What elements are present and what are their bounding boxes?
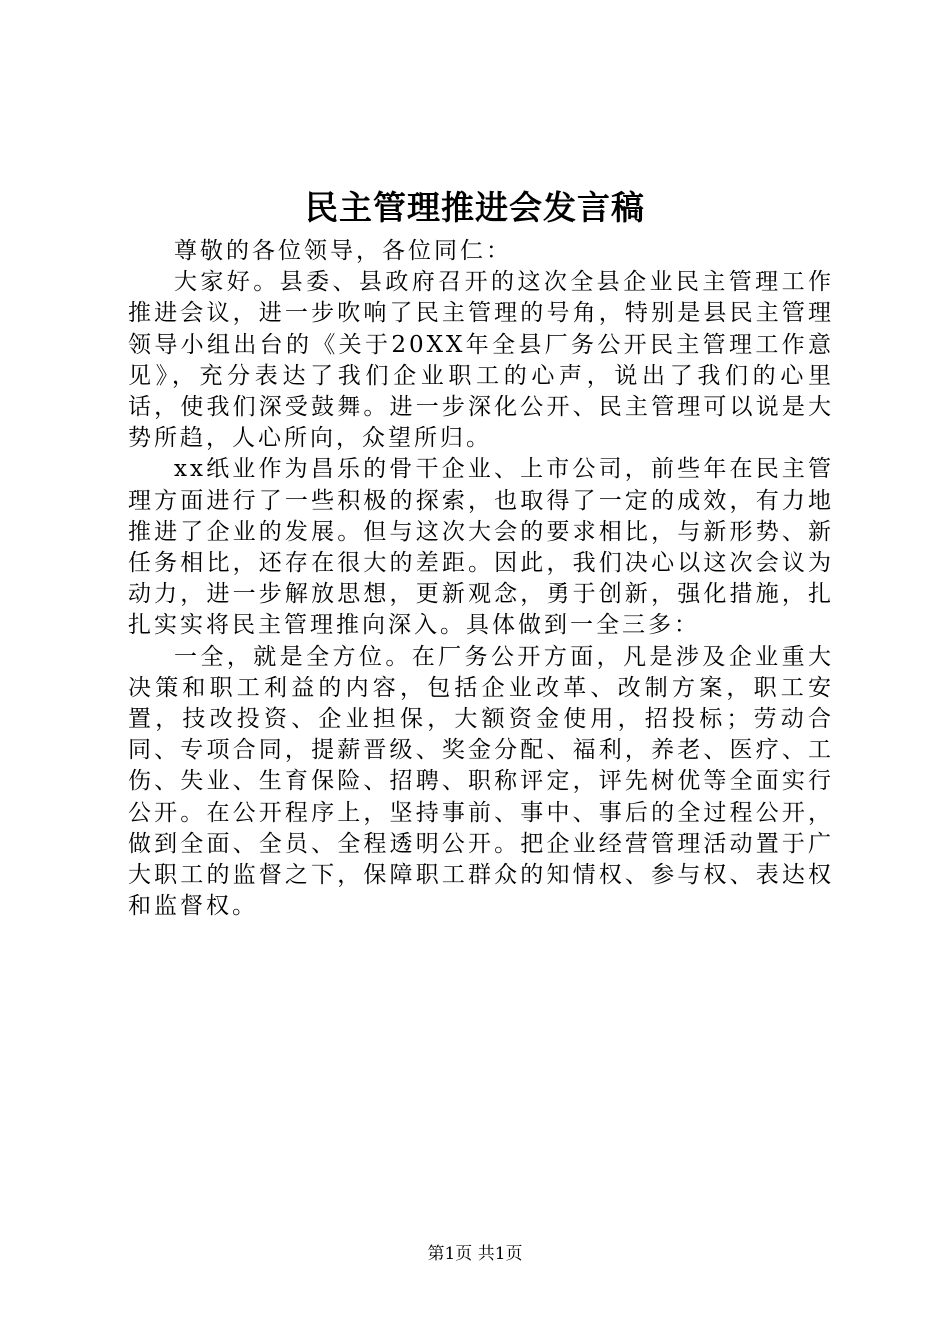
body-paragraph: 一全，就是全方位。在厂务公开方面，凡是涉及企业重大决策和职工利益的内容，包括企业改革、改制方案，职工安置，技改投资、企业担保，大额资金使用，招投标；劳动合同、专项合同，提薪晋级、奖金分配、福利，养老、医疗、工伤、失业、生育保险、招聘、职称评定，评先树优等全面实行公开。在公开程序上，坚持事前、事中、事后的全过程公开，做到全面、全员、全程透明公开。把企业经营管理活动置于广大职工的监督之下，保障职工群众的知情权、参与权、表达权和监督权。 — [128, 643, 834, 920]
body-paragraph: xx纸业作为昌乐的骨干企业、上市公司，前些年在民主管理方面进行了一些积极的探索，也取得了一定的成效，有力地推进了企业的发展。但与这次大会的要求相比，与新形势、新任务相比，还存在很大的差距。因此，我们决心以这次会议为动力，进一步解放思想，更新观念，勇于创新，强化措施，扎扎实实将民主管理推向深入。具体做到一全三多： — [128, 456, 834, 639]
document-title: 民主管理推进会发言稿 — [305, 188, 645, 227]
greeting-paragraph: 尊敬的各位领导，各位同仁： — [174, 238, 512, 264]
page-total: 共1页 — [477, 1244, 523, 1264]
document-body — [128, 236, 834, 922]
page-number: 第1页 — [427, 1244, 473, 1264]
page-footer — [0, 1243, 950, 1265]
body-paragraph: 大家好。县委、县政府召开的这次全县企业民主管理工作推进会议，进一步吹响了民主管理的号角，特别是县民主管理领导小组出台的《关于20XX年全县厂务公开民主管理工作意见》，充分表达了我们企业职工的心声，说出了我们的心里话，使我们深受鼓舞。进一步深化公开、民主管理可以说是大势所趋，人心所向，众望所归。 — [128, 269, 834, 452]
